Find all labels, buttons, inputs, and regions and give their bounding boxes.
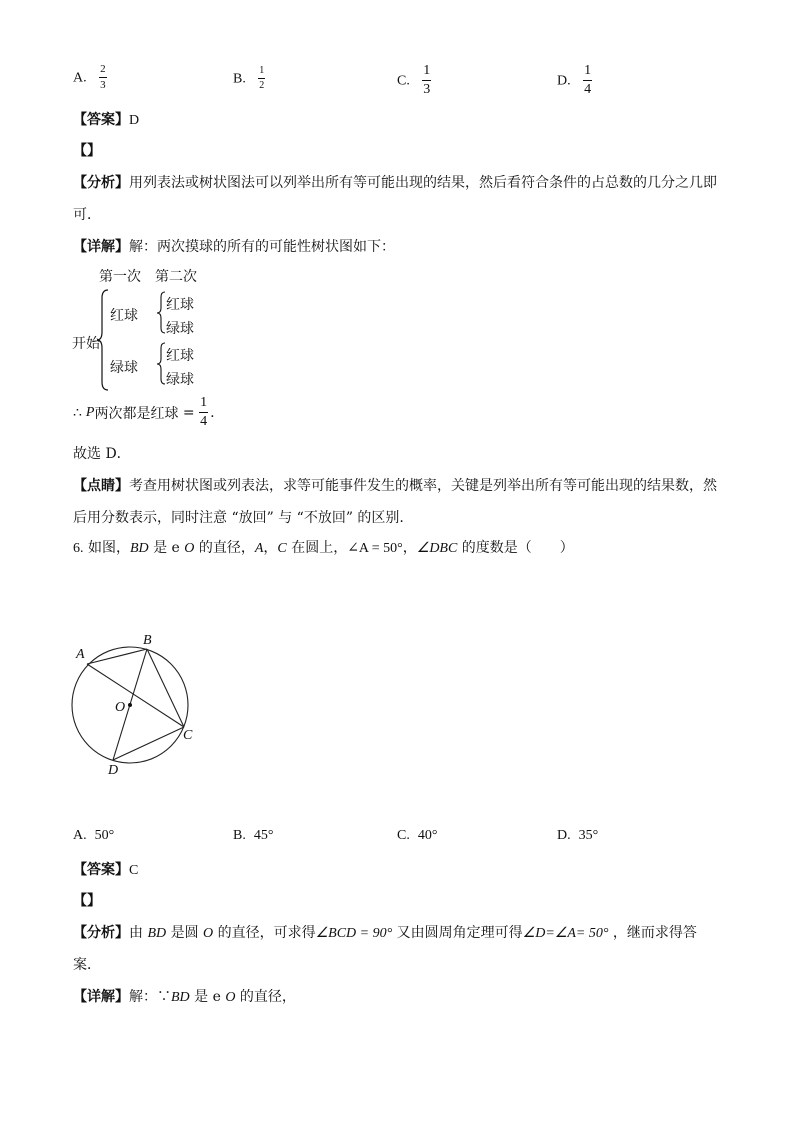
- label-b-text: B: [143, 633, 152, 648]
- q5-comment-line1: [73, 475, 717, 495]
- point-o: O: [203, 926, 214, 941]
- tree-leaf-3: 红球: [166, 348, 194, 364]
- q6-option-b: [233, 828, 273, 844]
- detail-text: 是 e: [189, 989, 226, 1005]
- q5-detail-line: [73, 236, 395, 256]
- numerator: 2: [100, 63, 106, 75]
- q6-answer-line: [73, 859, 138, 879]
- small-brace-1: [157, 292, 165, 333]
- option-label: B.: [233, 71, 246, 87]
- detail-tag: 【详解】: [73, 989, 129, 1005]
- label-d-text: D: [108, 763, 119, 778]
- point-c: C: [277, 541, 287, 556]
- stem-text: ，: [263, 540, 278, 556]
- option-text: 40°: [417, 828, 438, 843]
- q5-comment-line2: 后用分数表示，同时注意 “放回” 与 “不放回” 的区别.: [73, 510, 404, 526]
- therefore-symbol: ∴: [73, 404, 82, 421]
- fraction-bar: [422, 80, 431, 81]
- comment-text: 考查用树状图或列表法，求等可能事件发生的概率，关键是列举出所有等可能出现的结果数，然: [129, 478, 717, 494]
- angle-dbc: ∠DBC: [416, 541, 458, 556]
- q5-option-c: [397, 64, 431, 97]
- numerator: 1: [200, 395, 208, 410]
- comment-tag: 【点睛】: [73, 478, 129, 494]
- segment-bd: BD: [129, 541, 149, 556]
- chord-ab: [87, 649, 147, 664]
- q6-option-d: [557, 828, 598, 844]
- denominator: 3: [100, 79, 106, 91]
- analysis-text: 的直径，可求得: [213, 925, 316, 941]
- q5-option-d: [557, 64, 592, 97]
- answer-tag: 【答案】: [73, 862, 129, 878]
- figure-label-o: [115, 699, 125, 716]
- figure-label-d: [108, 762, 118, 779]
- point-o: O: [225, 990, 236, 1005]
- fraction-bar: [258, 78, 265, 79]
- analysis-text: 由: [129, 925, 148, 941]
- tree-branch-2: 绿球: [110, 360, 138, 376]
- denominator: 3: [423, 82, 431, 97]
- angle-a-expr: ∠A = 50°: [347, 541, 403, 556]
- figure-label-a: [76, 646, 85, 663]
- analysis-tag: 【分析】: [73, 925, 129, 941]
- detail-tag: 【详解】: [73, 239, 129, 255]
- q6-stem: [73, 537, 574, 557]
- tree-leaf-4: 绿球: [166, 372, 194, 388]
- q5-answer-line: [73, 109, 139, 129]
- probability-var: P: [85, 404, 95, 420]
- stem-text: 是 e: [148, 540, 185, 556]
- point-a: A: [254, 541, 264, 556]
- angle-d-expr: ∠D=∠A= 50°: [522, 926, 609, 941]
- analysis-text: ，继而求得答: [608, 925, 697, 941]
- option-label: A.: [73, 828, 87, 843]
- result-fraction: [199, 396, 208, 429]
- numerator: 1: [259, 65, 265, 76]
- tree-header-first: 第一次: [99, 269, 141, 285]
- stem-text: 的度数是（ ）: [457, 540, 574, 556]
- detail-text: 解：∵: [129, 989, 171, 1005]
- analysis-text: 又由圆周角定理可得: [392, 925, 523, 941]
- q6-analysis-line1: [73, 922, 697, 942]
- analysis-text: 用列表法或树状图法可以列举出所有等可能出现的结果，然后看符合条件的占总数的几分之几即: [129, 175, 717, 191]
- label-a-text: A: [76, 647, 85, 662]
- tree-branch-1: 红球: [110, 308, 138, 324]
- small-brace-2: [157, 343, 165, 384]
- option-label: C.: [397, 73, 410, 89]
- stem-text: ，: [402, 540, 417, 556]
- fraction: [422, 64, 431, 97]
- option-label: C.: [397, 828, 410, 843]
- q6-option-c: [397, 828, 437, 844]
- fraction-bar: [583, 80, 592, 81]
- denominator: 4: [200, 414, 208, 429]
- fraction-bar: [99, 77, 107, 78]
- q5-conclusion: 故选 D．: [73, 446, 131, 462]
- q5-option-b: [233, 66, 265, 91]
- detail-text: 解：两次摸球的所有的可能性树状图如下：: [129, 239, 395, 255]
- q5-empty-tag: 【】: [73, 143, 101, 159]
- numerator: 1: [423, 63, 431, 78]
- period: .: [210, 404, 215, 421]
- numerator: 1: [584, 63, 592, 78]
- equals: =: [178, 404, 200, 421]
- stem-text: 如图，: [83, 540, 130, 556]
- option-label: B.: [233, 828, 246, 843]
- figure-label-c: [183, 727, 192, 744]
- option-label: A.: [73, 70, 87, 86]
- q6-detail-line: [73, 986, 296, 1006]
- q6-empty-tag: 【】: [73, 893, 101, 909]
- tree-leaf-1: 红球: [166, 297, 194, 313]
- big-brace: [97, 290, 108, 390]
- answer-value: C: [129, 863, 139, 878]
- analysis-tag: 【分析】: [73, 175, 129, 191]
- question-number: 6.: [73, 541, 84, 556]
- option-text: 50°: [94, 828, 115, 843]
- q6-analysis-line2: 案．: [73, 957, 101, 973]
- q5-option-a: [73, 64, 107, 91]
- option-label: D.: [557, 73, 571, 89]
- tree-start: 开始: [72, 336, 100, 352]
- fraction: [99, 64, 107, 91]
- tree-header-second: 第二次: [155, 269, 197, 285]
- option-text: 35°: [578, 828, 599, 843]
- q5-result-line: [73, 396, 215, 429]
- detail-text: 的直径，: [235, 989, 296, 1005]
- fraction: [583, 64, 592, 97]
- q6-option-a: [73, 828, 114, 844]
- q5-analysis-line1: [73, 172, 717, 192]
- answer-tag: 【答案】: [73, 112, 129, 128]
- stem-text: 的直径，: [194, 540, 255, 556]
- label-c-text: C: [183, 728, 193, 743]
- figure-label-b: [143, 632, 152, 649]
- fraction-bar: [199, 412, 208, 413]
- center-dot: [128, 703, 132, 707]
- answer-value: D: [129, 113, 140, 128]
- probability-event: 两次都是红球: [94, 405, 179, 422]
- segment-bd: BD: [147, 926, 167, 941]
- tree-leaf-2: 绿球: [166, 321, 194, 337]
- label-o-text: O: [115, 700, 126, 715]
- analysis-text: 是圆: [166, 925, 204, 941]
- denominator: 4: [584, 82, 592, 97]
- option-label: D.: [557, 828, 571, 843]
- option-text: 45°: [253, 828, 274, 843]
- fraction: [258, 66, 265, 91]
- q5-analysis-line2: 可．: [73, 207, 101, 223]
- stem-text: 在圆上，: [286, 540, 348, 556]
- segment-bd: BD: [171, 990, 190, 1005]
- denominator: 2: [259, 80, 265, 91]
- angle-bcd-expr: ∠BCD = 90°: [315, 926, 393, 941]
- point-o: O: [184, 541, 195, 556]
